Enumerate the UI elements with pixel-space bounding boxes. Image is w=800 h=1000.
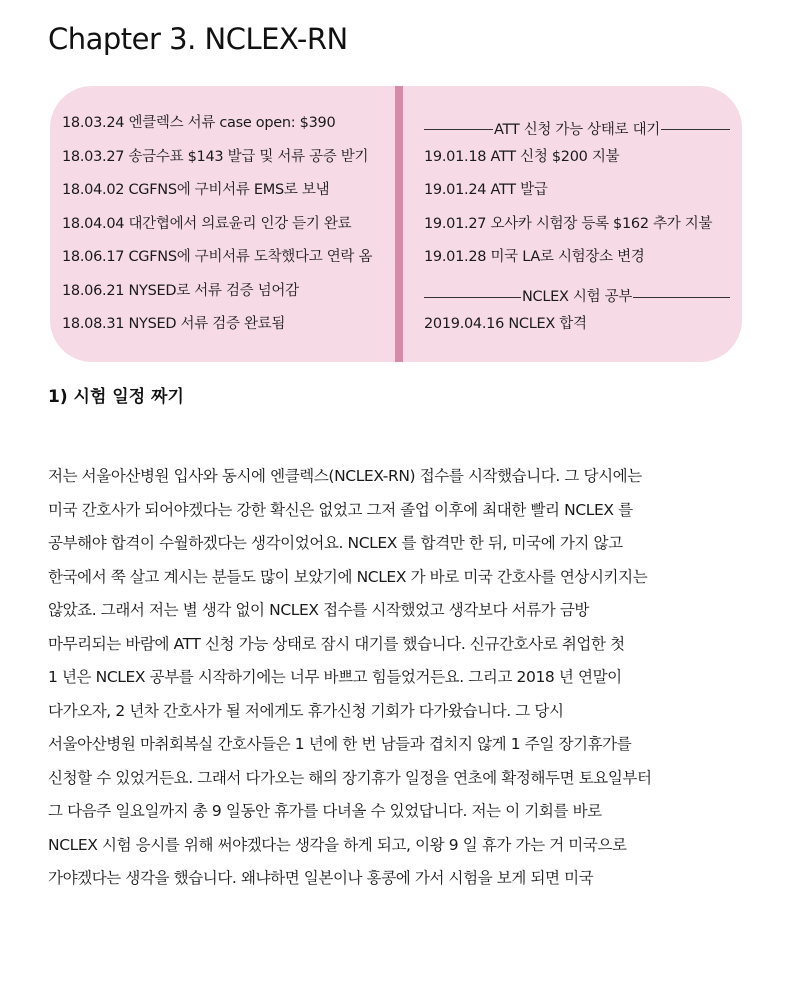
body-line: 한국에서 쭉 살고 계시는 분들도 많이 보았기에 NCLEX 가 바로 미국 간호사를 연상시키지는 [48, 567, 648, 586]
separator-line [661, 129, 730, 130]
separator-line [633, 297, 730, 298]
chapter-title: Chapter 3. NCLEX-RN [48, 22, 348, 56]
timeline-entry: 19.01.27 오사카 시험장 등록 $162 추가 지불 [424, 215, 713, 232]
body-line: 않았죠. 그래서 저는 별 생각 없이 NCLEX 접수를 시작했었고 생각보다 서류가 금방 [48, 601, 589, 619]
separator-label: ATT 신청 가능 상태로 대기 [494, 121, 660, 138]
body-line: 공부해야 합격이 수월하겠다는 생각이었어요. NCLEX 를 합격만 한 뒤, 미국에 가지 않고 [48, 534, 623, 552]
timeline-entry: 18.04.04 대간협에서 의료윤리 인강 듣기 완료 [62, 215, 352, 232]
timeline-entry: 18.06.17 CGFNS에 구비서류 도착했다고 연락 옴 [62, 249, 373, 265]
timeline-left-column [62, 113, 372, 348]
body-line: 마무리되는 바람에 ATT 신청 가능 상태로 잠시 대기를 했습니다. 신규간호사로 취업한 첫 [48, 634, 625, 653]
timeline-separator [424, 113, 730, 147]
body-paragraph [48, 464, 752, 900]
timeline-entry: 18.08.31 NYSED 서류 검증 완료됨 [62, 316, 286, 332]
body-line: 미국 간호사가 되어야겠다는 강한 확신은 없었고 그저 졸업 이후에 최대한 빨리 NCLEX 를 [48, 500, 633, 519]
body-line: 가야겠다는 생각을 했습니다. 왜냐하면 일본이나 홍콩에 가서 시험을 보게 되면 미국 [48, 869, 594, 887]
separator-line [424, 129, 493, 130]
separator-label: NCLEX 시험 공부 [521, 289, 633, 306]
timeline-entry: 18.04.02 CGFNS에 구비서류 EMS로 보냄 [62, 182, 330, 198]
body-line: 그 다음주 일요일까지 총 9 일동안 휴가를 다녀올 수 있었답니다. 저는 이 기회를 바로 [48, 802, 602, 820]
timeline-divider [395, 86, 403, 362]
body-line: 1 년은 NCLEX 공부를 시작하기에는 너무 바쁘고 힘들었거든요. 그리고 2018 년 연말이 [48, 668, 622, 686]
separator-line [424, 297, 521, 298]
timeline-entry: 19.01.28 미국 LA로 시험장소 변경 [424, 249, 645, 265]
timeline-right-column [424, 113, 730, 348]
body-line: 저는 서울아산병원 입사와 동시에 엔클렉스(NCLEX-RN) 접수를 시작했습니다. 그 당시에는 [48, 467, 642, 485]
timeline-box [50, 86, 742, 362]
timeline-entry: 2019.04.16 NCLEX 합격 [424, 316, 587, 332]
body-line: 신청할 수 있었거든요. 그래서 다가오는 해의 장기휴가 일정을 연초에 확정해두면 토요일부터 [48, 768, 652, 787]
section-heading: 1) 시험 일정 짜기 [48, 387, 184, 407]
timeline-entry: 18.06.21 NYSED로 서류 검증 넘어감 [62, 282, 299, 299]
body-line: 서울아산병원 마취회복실 간호사들은 1 년에 한 번 남들과 겹치지 않게 1 주일 장기휴가를 [48, 735, 632, 753]
body-line: 다가오자, 2 년차 간호사가 될 저에게도 휴가신청 기회가 다가왔습니다. 그 당시 [48, 701, 564, 720]
timeline-entry: 18.03.24 엔클렉스 서류 case open: $390 [62, 115, 336, 131]
timeline-entry: 19.01.24 ATT 발급 [424, 182, 548, 198]
timeline-entry: 18.03.27 송금수표 $143 발급 및 서류 공증 받기 [62, 148, 369, 165]
body-line: NCLEX 시험 응시를 위해 써야겠다는 생각을 하게 되고, 이왕 9 일 휴가 가는 거 미국으로 [48, 835, 627, 854]
timeline-separator [424, 281, 730, 315]
timeline-entry: 19.01.18 ATT 신청 $200 지불 [424, 148, 620, 165]
